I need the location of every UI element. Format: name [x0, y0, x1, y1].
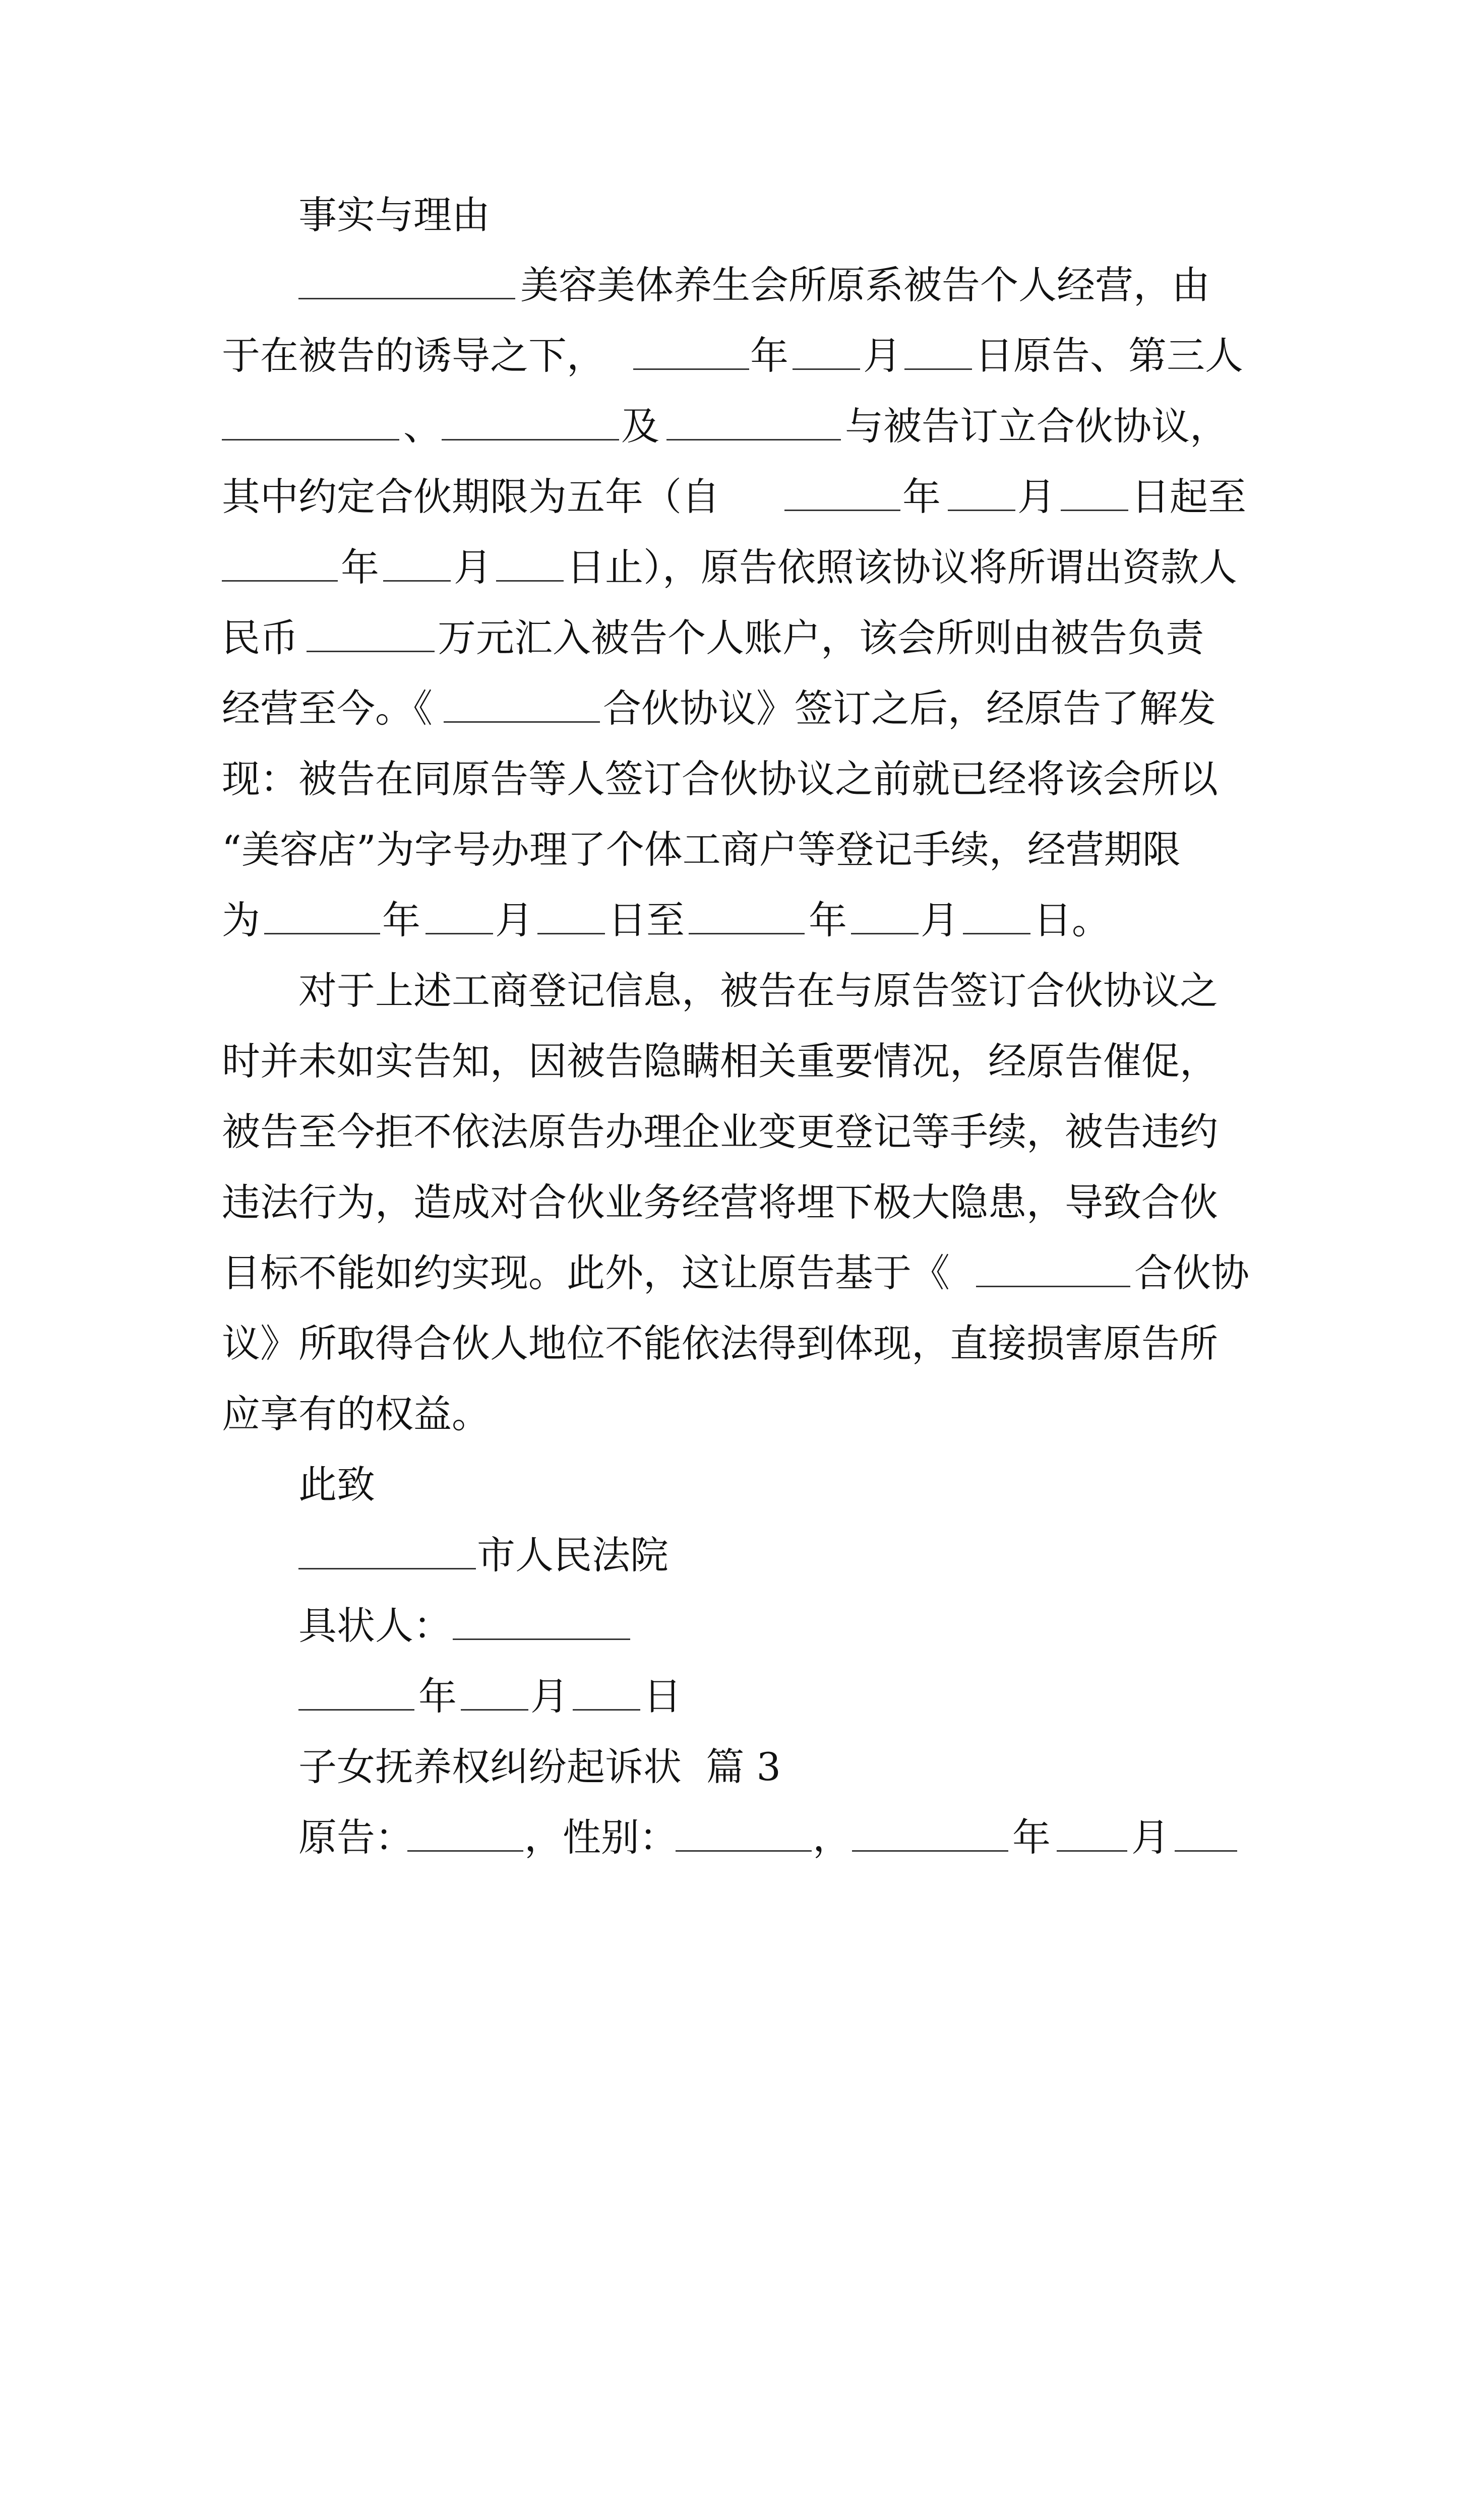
blank-year — [633, 321, 749, 391]
blank-agreement-name — [976, 1238, 1130, 1308]
blank-day — [573, 1661, 640, 1732]
blank-day — [496, 532, 564, 603]
text-run: 经营至今。《 — [222, 686, 433, 731]
text-run: 、 — [403, 404, 442, 449]
blank-birth-year — [852, 1802, 1008, 1873]
para2-line7 — [0, 1379, 1459, 1450]
text-run: 日起至 — [1131, 474, 1246, 519]
text-run: 年 — [341, 545, 379, 590]
blank-year — [689, 885, 805, 956]
text-run: 违法行为，造成对合伙业务经营将埋下极大隐患，导致合伙 — [222, 1180, 1218, 1225]
text-run: 月 — [921, 898, 959, 942]
text-run: 目标不能如约实现。此外，这让原告基于《 — [222, 1250, 950, 1295]
text-run: 及 — [621, 404, 659, 449]
text-run: 月 — [863, 333, 901, 378]
para2-line6 — [0, 1308, 1459, 1379]
text-run: 月 — [495, 898, 533, 942]
para2-line5 — [0, 1238, 1459, 1308]
text-run: 年 — [382, 898, 420, 942]
text-run: 日。 — [1034, 898, 1110, 942]
text-run: ， — [813, 1815, 851, 1860]
section-heading: 事实与理由 — [298, 193, 490, 237]
para2-line1 — [0, 956, 1459, 1026]
blank-year — [298, 1661, 414, 1732]
text-run: 美容美体养生会所原系被告个人经营，由 — [520, 263, 1210, 307]
blank-gender — [676, 1802, 812, 1873]
blank-year — [264, 885, 380, 956]
closing-salute: 此致 — [298, 1462, 375, 1507]
text-run: 年 — [902, 474, 941, 519]
closing-date-line — [0, 1661, 1459, 1732]
blank-day — [963, 885, 1030, 956]
next-section-title: 子女抚养权纠纷起诉状 篇 3 — [298, 1744, 781, 1789]
text-run: 万元汇入被告个人账户，该会所则由被告负责 — [438, 615, 1204, 660]
blank-agreement-name — [444, 673, 600, 744]
text-run: 月 — [530, 1674, 569, 1719]
para1-line3 — [0, 391, 1459, 462]
para1-line9 — [0, 814, 1459, 885]
text-run: 与被告订立合伙协议， — [845, 404, 1228, 449]
plaintiff-label: 原告： — [298, 1815, 413, 1860]
text-run: 月 — [1017, 474, 1056, 519]
text-run: 年 — [1012, 1815, 1051, 1860]
para1-line1 — [0, 250, 1459, 321]
para1-line5 — [0, 532, 1459, 603]
para2-line4 — [0, 1167, 1459, 1238]
para2-line2 — [0, 1026, 1459, 1097]
blank-amount — [307, 603, 435, 673]
closing-court-line — [0, 1520, 1459, 1591]
next-section-title-line — [0, 1732, 1459, 1802]
para1-line6 — [0, 603, 1459, 673]
blank-month — [793, 321, 860, 391]
blank-year — [784, 462, 900, 532]
blank-day — [904, 321, 972, 391]
section-heading-line — [0, 180, 1459, 250]
blank-party — [666, 391, 841, 462]
text-run: 日至 — [608, 898, 685, 942]
blank-birth-month — [1057, 1802, 1127, 1873]
text-run: 年 — [418, 1674, 457, 1719]
blank-month — [461, 1661, 528, 1732]
closing-signer-line — [0, 1591, 1459, 1661]
para1-line10 — [0, 885, 1459, 956]
blank-field — [298, 250, 515, 321]
para1-line8 — [0, 744, 1459, 814]
plaintiff-line — [0, 1802, 1459, 1873]
text-run: 月 — [454, 545, 492, 590]
text-run: 议》所取得合伙人地位不能依法得到体现，直接损害原告所 — [222, 1321, 1218, 1366]
text-run: 被告至今拒不依法原告办理企业变更登记等手续，被告违约 — [222, 1109, 1218, 1154]
para1-line4 — [0, 462, 1459, 532]
blank-day — [1061, 462, 1128, 532]
para1-line2 — [0, 321, 1459, 391]
blank-plaintiff-name — [407, 1802, 523, 1873]
text-run: 合伙协议》签订之后，经原告了解发 — [603, 686, 1216, 731]
text-run: 日 — [643, 1674, 682, 1719]
blank-party — [222, 391, 399, 462]
blank-month — [425, 885, 493, 956]
text-run: 月 — [1131, 1815, 1170, 1860]
text-run: 为 — [222, 898, 260, 942]
closing-salute-line — [0, 1450, 1459, 1520]
text-run: 年 — [750, 333, 788, 378]
text-run: 年 — [809, 898, 847, 942]
blank-day — [537, 885, 605, 956]
gender-label: ，性别： — [524, 1815, 678, 1860]
text-run: 其中约定合伙期限为五年（自 — [222, 474, 720, 519]
text-run: 现：被告在同原告等人签订合伙协议之前就已经将该会所以 — [222, 757, 1218, 801]
text-run: 民币 — [222, 615, 298, 660]
text-run: 日止），原告依照该协议将所谓出资款人 — [567, 545, 1237, 590]
text-run: “美容店”为字号办理了个体工商户等登记手续，经营期限 — [222, 827, 1181, 872]
para1-line7 — [0, 673, 1459, 744]
para2-line3 — [0, 1097, 1459, 1167]
court-name: 市人民法院 — [477, 1533, 668, 1578]
blank-month — [851, 885, 919, 956]
text-run: 于在被告的诱导之下， — [222, 333, 605, 378]
blank-party — [442, 391, 619, 462]
text-run: 对于上述工商登记信息，被告在与原告签订合伙协议之 — [298, 968, 1218, 1013]
text-run: 合伙协 — [1134, 1250, 1249, 1295]
blank-signer — [453, 1591, 630, 1661]
signer-label: 具状人： — [298, 1603, 452, 1648]
blank-month — [948, 462, 1015, 532]
text-run: 应享有的权益。 — [222, 1392, 490, 1436]
blank-birth-day — [1175, 1802, 1237, 1873]
text-run: 时并未如实告知，因被告隐瞒相关重要情况，经原告催促， — [222, 1039, 1218, 1084]
text-run: 日原告、第三人 — [975, 333, 1243, 378]
blank-month — [383, 532, 451, 603]
blank-year — [222, 532, 338, 603]
blank-city — [298, 1520, 476, 1591]
